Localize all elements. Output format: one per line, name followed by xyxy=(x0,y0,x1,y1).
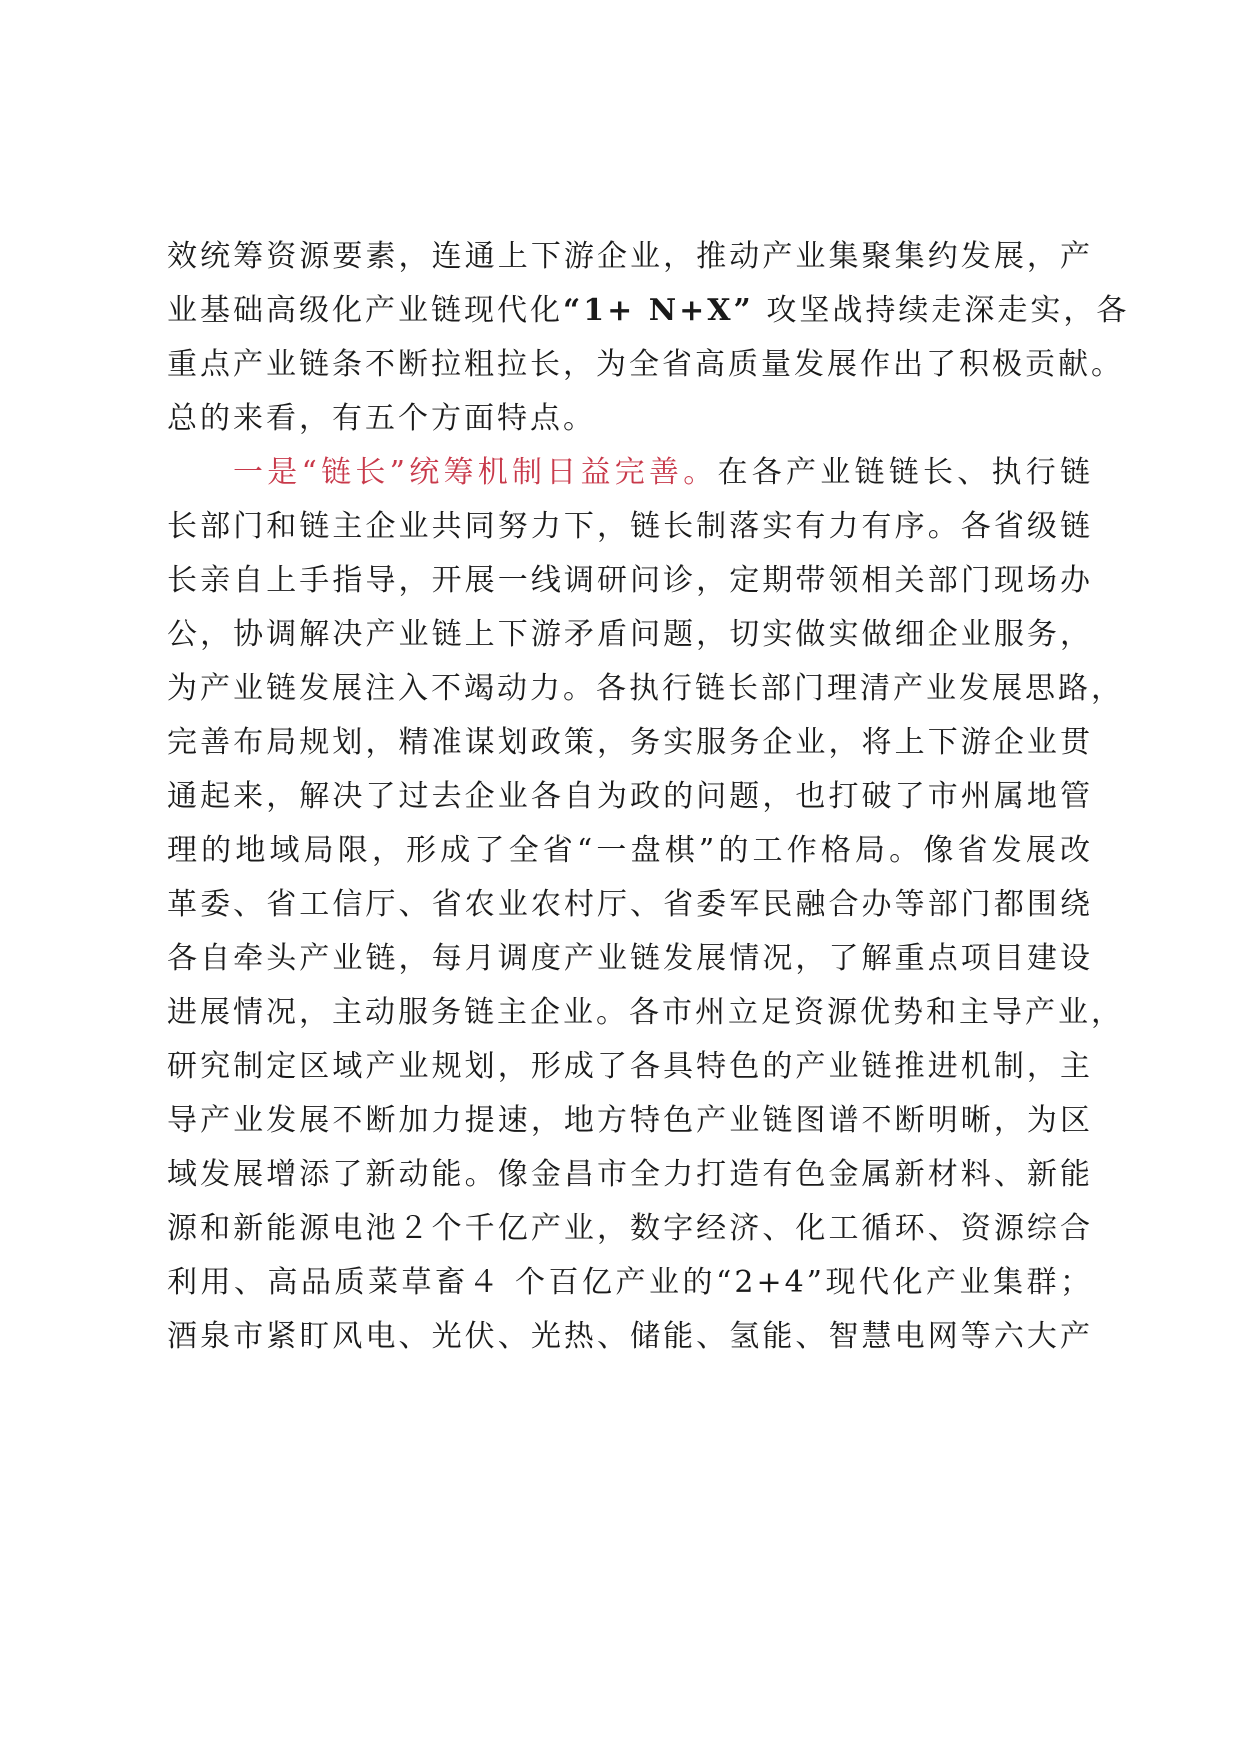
section-heading: 一是“链长”统筹机制日益完善。 xyxy=(233,455,718,490)
paragraph-2-line-4: 公，协调解决产业链上下游矛盾问题，切实做实做细企业服务， xyxy=(167,617,1093,652)
paragraph-2-line-7: 通起来，解决了过去企业各自为政的问题，也打破了市州属地管 xyxy=(167,779,1093,814)
paragraph-1-line-3: 重点产业链条不断拉粗拉长，为全省高质量发展作出了积极贡献。 xyxy=(167,347,1124,382)
paragraph-2-line-12: 研究制定区域产业规划，形成了各具特色的产业链推进机制，主 xyxy=(167,1049,1093,1084)
highlight-1-n-x: “1+ N+X” xyxy=(563,293,754,328)
paragraph-2-line-3: 长亲自上手指导，开展一线调研问诊，定期带领相关部门现场办 xyxy=(167,563,1093,598)
paragraph-2-line-5: 为产业链发展注入不竭动力。各执行链长部门理清产业发展思路， xyxy=(167,671,1124,706)
paragraph-2-line-8: 理的地域局限，形成了全省“一盘棋”的工作格局。像省发展改 xyxy=(167,833,1093,868)
text-run: 业基础高级化产业链现代化 xyxy=(167,293,563,328)
text-run: 在各产业链链长、执行链 xyxy=(717,455,1093,490)
paragraph-2-line-10: 各自牵头产业链，每月调度产业链发展情况，了解重点项目建设 xyxy=(167,941,1093,976)
paragraph-2-line-15: 源和新能源电池２个千亿产业，数字经济、化工循环、资源综合 xyxy=(167,1211,1093,1246)
paragraph-2-line-17: 酒泉市紧盯风电、光伏、光热、储能、氢能、智慧电网等六大产 xyxy=(167,1319,1093,1354)
paragraph-2-line-1 xyxy=(167,446,1093,500)
paragraph-2-line-6: 完善布局规划，精准谋划政策，务实服务企业，将上下游企业贯 xyxy=(167,725,1093,760)
paragraph-1-line-2 xyxy=(167,284,1130,338)
paragraph-2-line-14: 域发展增添了新动能。像金昌市全力打造有色金属新材料、新能 xyxy=(167,1157,1093,1192)
paragraph-2-line-13: 导产业发展不断加力提速，地方特色产业链图谱不断明晰，为区 xyxy=(167,1103,1093,1138)
paragraph-1-line-4: 总的来看，有五个方面特点。 xyxy=(167,401,596,436)
paragraph-2-line-2: 长部门和链主企业共同努力下，链长制落实有力有序。各省级链 xyxy=(167,509,1093,544)
paragraph-1-line-1: 效统筹资源要素，连通上下游企业，推动产业集聚集约发展，产 xyxy=(167,239,1093,274)
paragraph-2-line-9: 革委、省工信厅、省农业农村厅、省委军民融合办等部门都围绕 xyxy=(167,887,1093,922)
paragraph-2-line-11: 进展情况，主动服务链主企业。各市州立足资源优势和主导产业， xyxy=(167,995,1124,1030)
document-body xyxy=(167,230,1130,1364)
paragraph-2-line-16: 利用、高品质菜草畜４ 个百亿产业的“2+4”现代化产业集群； xyxy=(167,1265,1093,1300)
text-run: 攻坚战持续走深走实，各 xyxy=(766,293,1130,328)
